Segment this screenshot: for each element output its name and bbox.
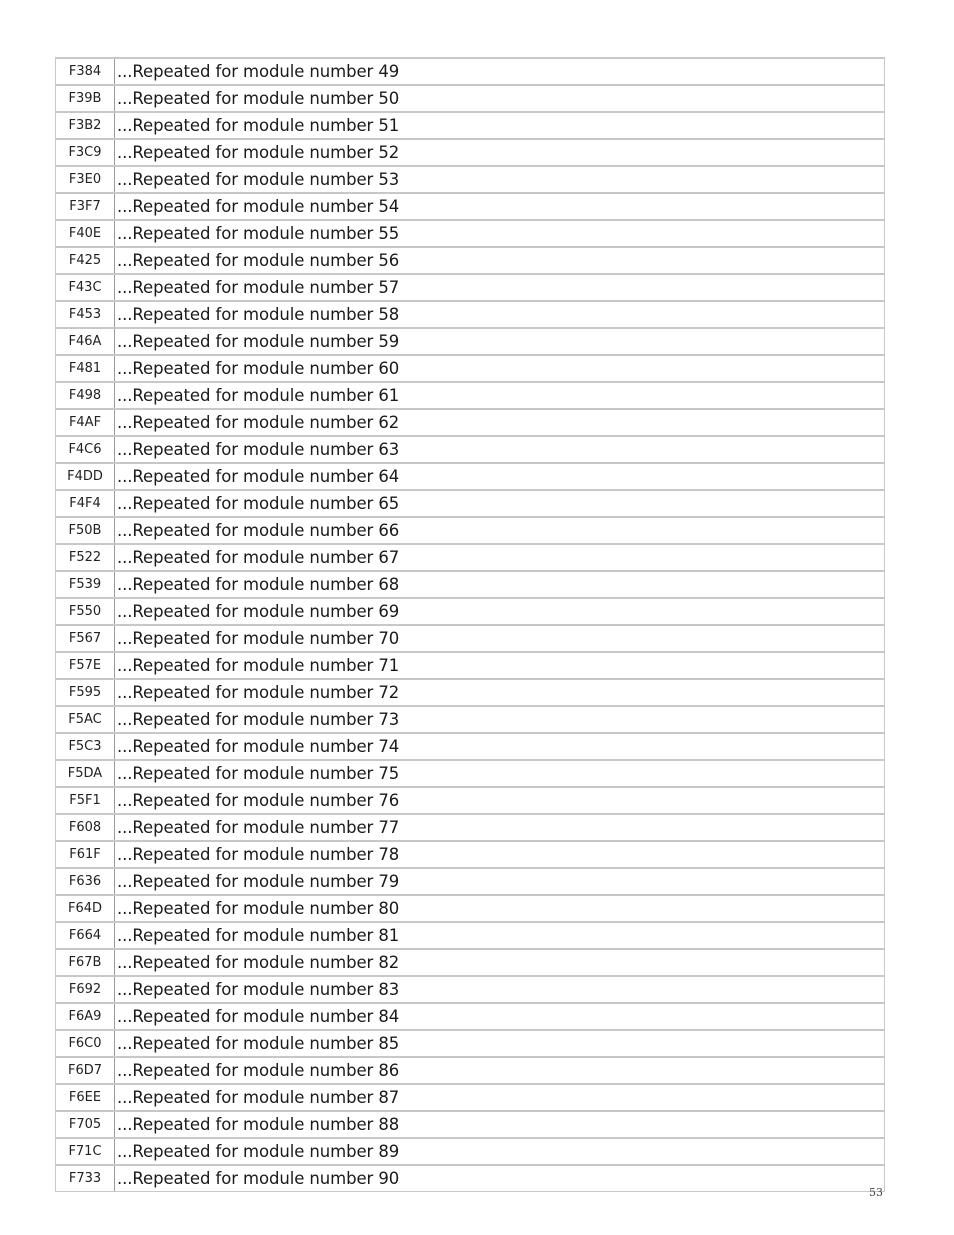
register-description-cell: ...Repeated for module number 69 — [115, 598, 885, 625]
register-address-cell: F498 — [56, 382, 115, 409]
table-row — [56, 733, 885, 760]
register-address-cell: F5AC — [56, 706, 115, 733]
register-description-cell: ...Repeated for module number 83 — [115, 976, 885, 1003]
register-address-cell: F6A9 — [56, 1003, 115, 1030]
register-description-cell: ...Repeated for module number 87 — [115, 1084, 885, 1111]
register-description-cell: ...Repeated for module number 56 — [115, 247, 885, 274]
register-address-cell: F46A — [56, 328, 115, 355]
table-row — [56, 1111, 885, 1138]
register-address-cell: F4DD — [56, 463, 115, 490]
register-description-cell: ...Repeated for module number 85 — [115, 1030, 885, 1057]
table-row — [56, 922, 885, 949]
register-address-cell: F481 — [56, 355, 115, 382]
register-description-cell: ...Repeated for module number 62 — [115, 409, 885, 436]
register-address-cell: F5C3 — [56, 733, 115, 760]
table-row — [56, 571, 885, 598]
table-row — [56, 409, 885, 436]
register-address-cell: F636 — [56, 868, 115, 895]
register-description-cell: ...Repeated for module number 57 — [115, 274, 885, 301]
table-row — [56, 787, 885, 814]
register-description-cell: ...Repeated for module number 71 — [115, 652, 885, 679]
table-row — [56, 328, 885, 355]
table-row — [56, 247, 885, 274]
register-description-cell: ...Repeated for module number 61 — [115, 382, 885, 409]
register-address-cell: F595 — [56, 679, 115, 706]
register-address-cell: F39B — [56, 85, 115, 112]
register-table — [55, 57, 885, 1192]
table-row — [56, 760, 885, 787]
table-row — [56, 58, 885, 85]
table-row — [56, 517, 885, 544]
register-description-cell: ...Repeated for module number 80 — [115, 895, 885, 922]
register-address-cell: F733 — [56, 1165, 115, 1192]
register-description-cell: ...Repeated for module number 66 — [115, 517, 885, 544]
register-address-cell: F425 — [56, 247, 115, 274]
table-row — [56, 976, 885, 1003]
table-row — [56, 436, 885, 463]
register-description-cell: ...Repeated for module number 65 — [115, 490, 885, 517]
register-description-cell: ...Repeated for module number 70 — [115, 625, 885, 652]
table-row — [56, 355, 885, 382]
register-description-cell: ...Repeated for module number 78 — [115, 841, 885, 868]
table-row — [56, 814, 885, 841]
table-row — [56, 274, 885, 301]
register-address-cell: F6D7 — [56, 1057, 115, 1084]
register-address-cell: F3B2 — [56, 112, 115, 139]
register-description-cell: ...Repeated for module number 81 — [115, 922, 885, 949]
register-address-cell: F664 — [56, 922, 115, 949]
table-row — [56, 598, 885, 625]
table-row — [56, 544, 885, 571]
register-description-cell: ...Repeated for module number 72 — [115, 679, 885, 706]
register-address-cell: F3F7 — [56, 193, 115, 220]
register-description-cell: ...Repeated for module number 88 — [115, 1111, 885, 1138]
register-description-cell: ...Repeated for module number 58 — [115, 301, 885, 328]
register-description-cell: ...Repeated for module number 77 — [115, 814, 885, 841]
register-description-cell: ...Repeated for module number 68 — [115, 571, 885, 598]
register-address-cell: F692 — [56, 976, 115, 1003]
register-address-cell: F453 — [56, 301, 115, 328]
register-address-cell: F567 — [56, 625, 115, 652]
register-description-cell: ...Repeated for module number 52 — [115, 139, 885, 166]
register-description-cell: ...Repeated for module number 89 — [115, 1138, 885, 1165]
register-description-cell: ...Repeated for module number 53 — [115, 166, 885, 193]
register-address-cell: F5DA — [56, 760, 115, 787]
table-row — [56, 382, 885, 409]
table-row — [56, 112, 885, 139]
register-address-cell: F4F4 — [56, 490, 115, 517]
register-description-cell: ...Repeated for module number 86 — [115, 1057, 885, 1084]
table-row — [56, 1138, 885, 1165]
register-address-cell: F705 — [56, 1111, 115, 1138]
table-row — [56, 1057, 885, 1084]
register-description-cell: ...Repeated for module number 59 — [115, 328, 885, 355]
table-row — [56, 1084, 885, 1111]
table-row — [56, 625, 885, 652]
table-row — [56, 85, 885, 112]
table-row — [56, 841, 885, 868]
register-address-cell: F608 — [56, 814, 115, 841]
register-description-cell: ...Repeated for module number 49 — [115, 58, 885, 85]
register-table-body — [56, 58, 885, 1192]
register-address-cell: F61F — [56, 841, 115, 868]
register-description-cell: ...Repeated for module number 50 — [115, 85, 885, 112]
register-address-cell: F3C9 — [56, 139, 115, 166]
table-row — [56, 1165, 885, 1192]
register-address-cell: F550 — [56, 598, 115, 625]
table-row — [56, 166, 885, 193]
register-description-cell: ...Repeated for module number 79 — [115, 868, 885, 895]
register-address-cell: F5F1 — [56, 787, 115, 814]
register-description-cell: ...Repeated for module number 51 — [115, 112, 885, 139]
register-address-cell: F64D — [56, 895, 115, 922]
page-number: 53 — [869, 1186, 883, 1199]
table-row — [56, 1003, 885, 1030]
register-description-cell: ...Repeated for module number 90 — [115, 1165, 885, 1192]
register-address-cell: F67B — [56, 949, 115, 976]
register-description-cell: ...Repeated for module number 75 — [115, 760, 885, 787]
table-row — [56, 652, 885, 679]
register-description-cell: ...Repeated for module number 82 — [115, 949, 885, 976]
register-description-cell: ...Repeated for module number 64 — [115, 463, 885, 490]
register-description-cell: ...Repeated for module number 74 — [115, 733, 885, 760]
table-row — [56, 301, 885, 328]
table-row — [56, 139, 885, 166]
table-row — [56, 895, 885, 922]
register-address-cell: F43C — [56, 274, 115, 301]
table-row — [56, 679, 885, 706]
register-description-cell: ...Repeated for module number 63 — [115, 436, 885, 463]
register-address-cell: F50B — [56, 517, 115, 544]
table-row — [56, 220, 885, 247]
register-address-cell: F539 — [56, 571, 115, 598]
register-address-cell: F3E0 — [56, 166, 115, 193]
register-address-cell: F6EE — [56, 1084, 115, 1111]
table-row — [56, 706, 885, 733]
register-address-cell: F6C0 — [56, 1030, 115, 1057]
register-description-cell: ...Repeated for module number 60 — [115, 355, 885, 382]
register-address-cell: F384 — [56, 58, 115, 85]
register-address-cell: F522 — [56, 544, 115, 571]
register-description-cell: ...Repeated for module number 67 — [115, 544, 885, 571]
register-address-cell: F4C6 — [56, 436, 115, 463]
register-address-cell: F71C — [56, 1138, 115, 1165]
table-row — [56, 1030, 885, 1057]
register-description-cell: ...Repeated for module number 84 — [115, 1003, 885, 1030]
table-row — [56, 490, 885, 517]
register-description-cell: ...Repeated for module number 76 — [115, 787, 885, 814]
table-row — [56, 193, 885, 220]
register-description-cell: ...Repeated for module number 73 — [115, 706, 885, 733]
register-address-cell: F57E — [56, 652, 115, 679]
table-row — [56, 949, 885, 976]
register-address-cell: F40E — [56, 220, 115, 247]
table-row — [56, 868, 885, 895]
register-description-cell: ...Repeated for module number 54 — [115, 193, 885, 220]
table-row — [56, 463, 885, 490]
register-address-cell: F4AF — [56, 409, 115, 436]
register-description-cell: ...Repeated for module number 55 — [115, 220, 885, 247]
